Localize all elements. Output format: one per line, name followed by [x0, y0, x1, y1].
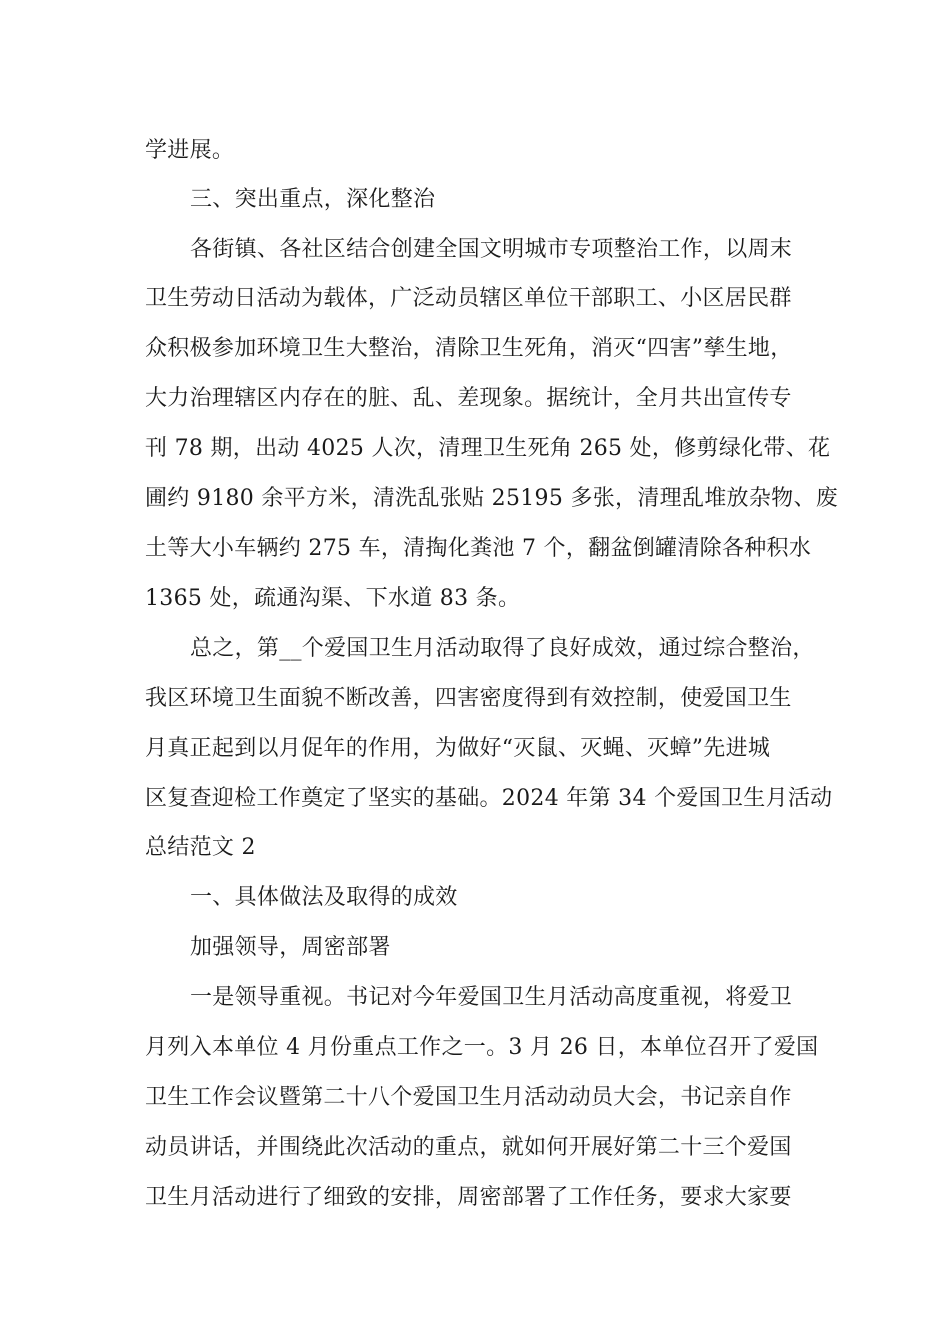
text-line: 圃约 9180 余平方米，清洗乱张贴 25195 多张，清理乱堆放杂物、废 [145, 486, 839, 511]
section-heading: 三、突出重点，深化整治 [190, 187, 436, 212]
text-line: 土等大小车辆约 275 车，清掏化粪池 7 个，翻盆倒罐清除各种积水 [145, 536, 812, 561]
text-line: 月真正起到以月促年的作用，为做好“灭鼠、灭蝇、灭蟑”先进城 [145, 736, 771, 761]
text-line: 一是领导重视。书记对今年爱国卫生月活动高度重视，将爱卫 [190, 985, 793, 1010]
text-line: 大力治理辖区内存在的脏、乱、差现象。据统计，全月共出宣传专 [145, 386, 792, 411]
text-line: 众积极参加环境卫生大整治，清除卫生死角，消灭“四害”孳生地， [145, 336, 793, 361]
text-line: 各街镇、各社区结合创建全国文明城市专项整治工作，以周末 [190, 237, 793, 262]
text-line: 区复查迎检工作奠定了坚实的基础。2024 年第 34 个爱国卫生月活动 [145, 786, 833, 811]
text-line: 学进展。 [145, 138, 235, 163]
text-line: 总结范文 2 [145, 835, 256, 860]
text-line: 月列入本单位 4 月份重点工作之一。3 月 26 日，本单位召开了爱国 [145, 1035, 819, 1060]
text-line: 1365 处，疏通沟渠、下水道 83 条。 [145, 586, 521, 611]
text-line: 卫生月活动进行了细致的安排，周密部署了工作任务，要求大家要 [145, 1185, 792, 1210]
text-line: 卫生工作会议暨第二十八个爱国卫生月活动动员大会，书记亲自作 [145, 1085, 792, 1110]
text-line: 刊 78 期，出动 4025 人次，清理卫生死角 265 处，修剪绿化带、花 [145, 436, 831, 461]
section-heading: 一、具体做法及取得的成效 [190, 885, 458, 910]
subheading: 加强领导，周密部署 [190, 935, 391, 960]
text-line: 动员讲话，并围绕此次活动的重点，就如何开展好第二十三个爱国 [145, 1135, 792, 1160]
text-line: 卫生劳动日活动为载体，广泛动员辖区单位干部职工、小区居民群 [145, 286, 792, 311]
text-line: 我区环境卫生面貌不断改善，四害密度得到有效控制，使爱国卫生 [145, 686, 792, 711]
text-line: 总之，第__个爱国卫生月活动取得了良好成效，通过综合整治， [190, 636, 815, 661]
